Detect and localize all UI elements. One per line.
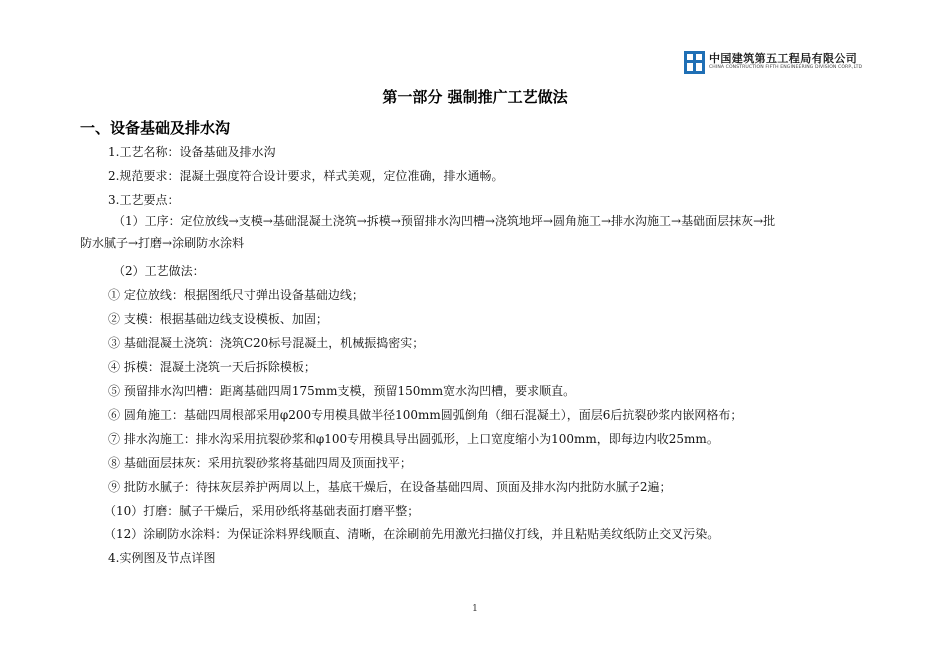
company-emblem-icon [684, 51, 705, 74]
text-line: ⑧ 基础面层抹灰：采用抗裂砂浆将基础四周及顶面找平； [108, 456, 412, 470]
text-line: ① 定位放线：根据图纸尺寸弹出设备基础边线； [108, 288, 364, 302]
text-line: 4.实例图及节点详图 [108, 551, 216, 565]
text-line: （2）工艺做法： [113, 264, 205, 278]
text-line: ⑥ 圆角施工：基础四周根部采用φ200专用模具做半径100mm圆弧倒角（细石混凝土），面层6后抗裂砂浆内嵌网格布； [108, 408, 743, 422]
text-line: ⑦ 排水沟施工：排水沟采用抗裂砂浆和φ100专用模具导出圆弧形，上口宽度缩小为100mm，即每边内收25mm。 [108, 432, 719, 446]
text-line: 1.工艺名称：设备基础及排水沟 [108, 145, 276, 159]
text-line: ⑨ 批防水腻子：待抹灰层养护两周以上，基底干燥后，在设备基础四周、顶面及排水沟内批防水腻子2遍； [108, 480, 672, 494]
page-number: 1 [472, 604, 478, 614]
text-line: （12）涂刷防水涂料：为保证涂料界线顺直、清晰，在涂刷前先用激光扫描仪打线，并且粘贴美纹纸防止交叉污染。 [104, 527, 720, 541]
page-title: 第一部分 强制推广工艺做法 [382, 88, 568, 106]
text-line: 2.规范要求：混凝土强度符合设计要求，样式美观，定位准确，排水通畅。 [108, 169, 504, 183]
company-name-cn: 中国建筑第五工程局有限公司 [709, 52, 858, 65]
text-line: 3.工艺要点： [108, 193, 180, 207]
text-line: ③ 基础混凝土浇筑：浇筑C20标号混凝土，机械振捣密实； [108, 336, 425, 350]
text-line: （1）工序：定位放线→支模→基础混凝土浇筑→拆模→预留排水沟凹槽→浇筑地坪→圆角施工→排水沟施工→基础面层抹灰→批 [113, 214, 776, 228]
text-line: ② 支模：根据基础边线支设模板、加固； [108, 312, 328, 326]
text-line: ⑤ 预留排水沟凹槽：距离基础四周175mm支模，预留150mm宽水沟凹槽，要求顺直。 [108, 384, 576, 398]
text-line: ④ 拆模：混凝土浇筑一天后拆除模板； [108, 360, 316, 374]
text-line: （10）打磨：腻子干燥后，采用砂纸将基础表面打磨平整； [104, 504, 420, 518]
section-heading: 一、设备基础及排水沟 [80, 119, 231, 137]
company-name-en: CHINA CONSTRUCTION FIFTH ENGINEERING DIVISION CORP.,LTD [709, 65, 863, 70]
text-line: 防水腻子→打磨→涂刷防水涂料 [80, 236, 245, 250]
